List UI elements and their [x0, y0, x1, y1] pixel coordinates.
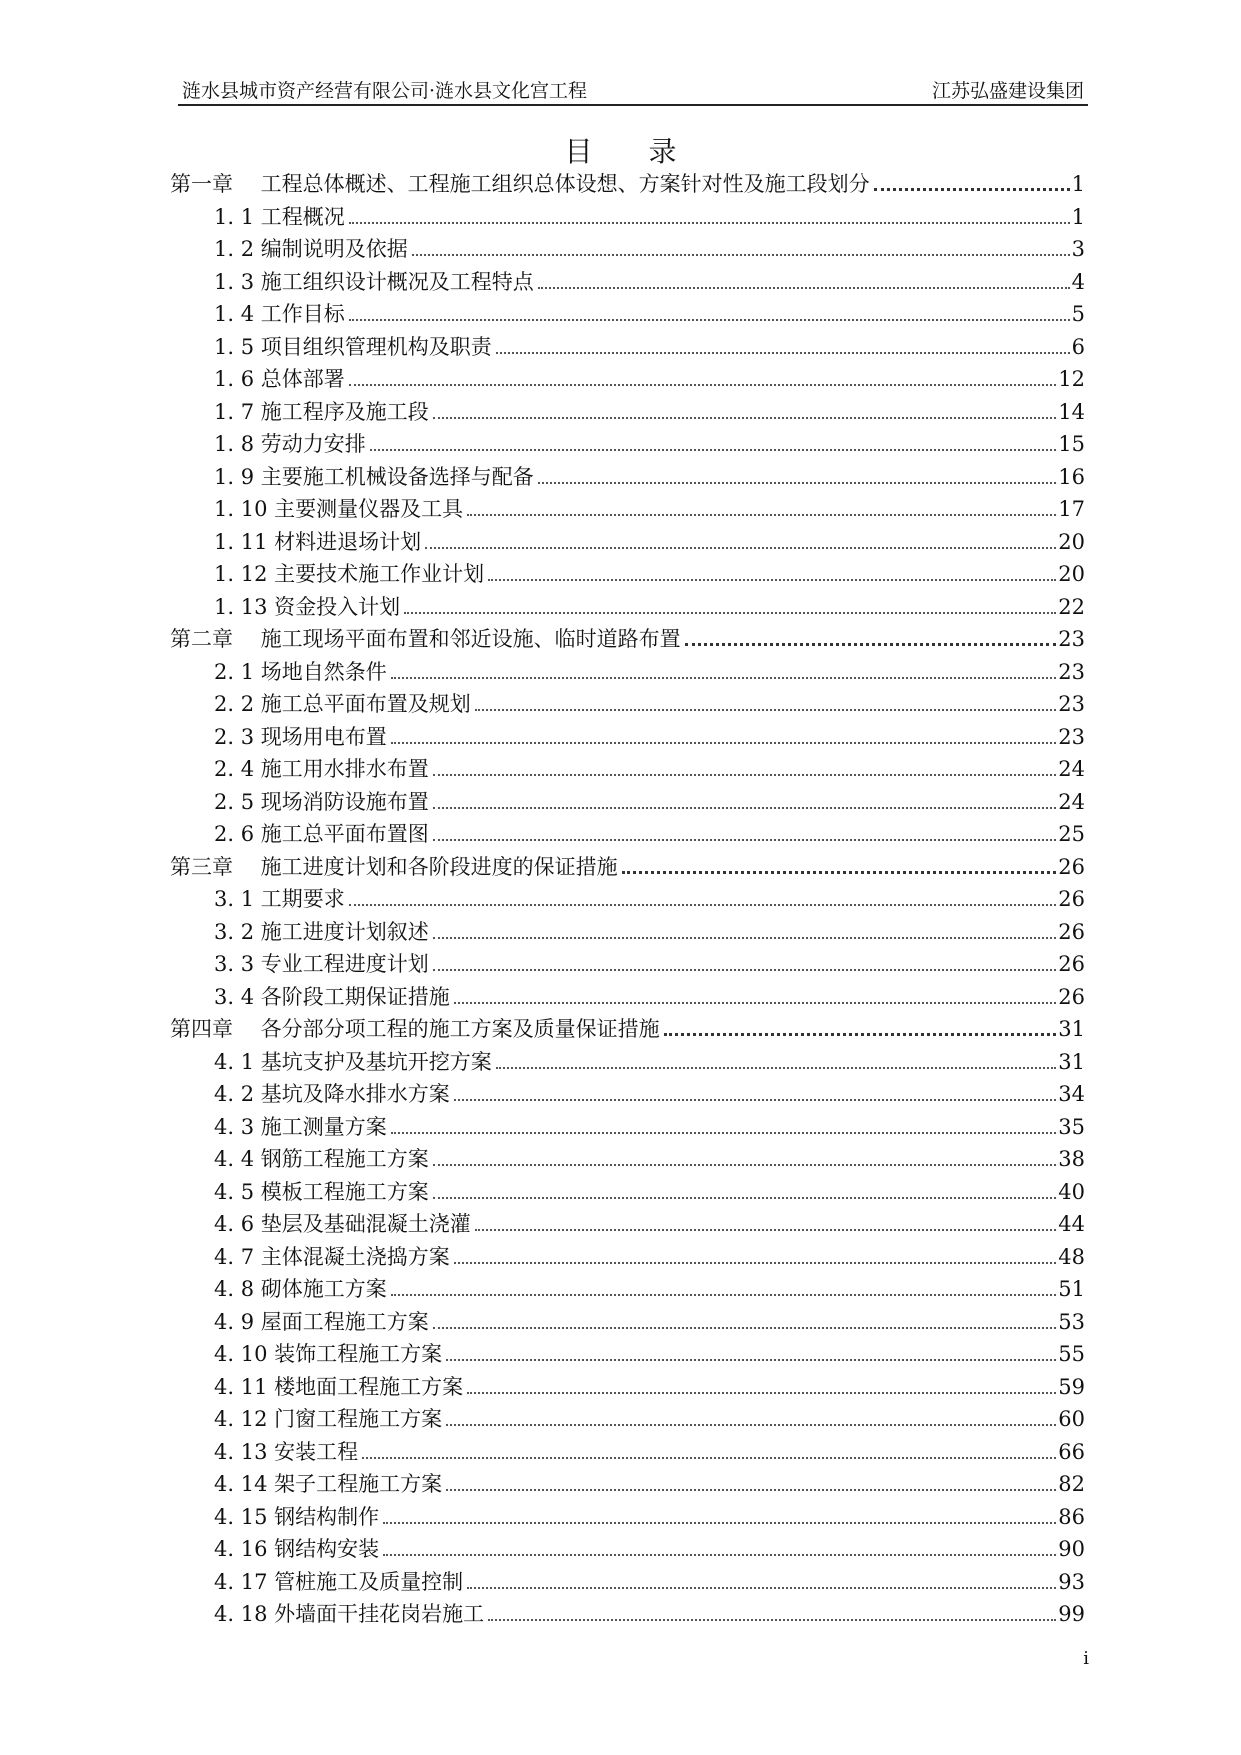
- toc-entry-page: 51: [1058, 1277, 1085, 1301]
- toc-dot-leader: [433, 416, 1057, 419]
- toc-section-entry[interactable]: [170, 201, 1085, 234]
- toc-entry-label: 4. 6 垫层及基础混凝土浇灌: [214, 1212, 471, 1236]
- toc-section-entry[interactable]: [170, 721, 1085, 754]
- toc-dot-leader: [454, 1001, 1057, 1004]
- toc-dot-leader: [433, 806, 1057, 809]
- toc-entry-page: 24: [1058, 789, 1085, 814]
- toc-dot-leader: [488, 578, 1056, 581]
- toc-section-entry[interactable]: [170, 1533, 1085, 1566]
- toc-entry-label: 1. 1 工程概况: [214, 204, 345, 229]
- header-project-title: 涟水县城市资产经营有限公司·涟水县文化宫工程: [182, 80, 588, 102]
- toc-entry-label: 4. 12 门窗工程施工方案: [214, 1407, 443, 1431]
- toc-entry-label: 3. 3 专业工程进度计划: [214, 952, 429, 976]
- toc-entry-page: 20: [1058, 529, 1085, 554]
- toc-entry-label: 1. 13 资金投入计划: [214, 594, 401, 619]
- toc-section-entry[interactable]: [170, 916, 1085, 949]
- toc-entry-page: 31: [1058, 1017, 1085, 1041]
- toc-entry-label: 4. 18 外墙面干挂花岗岩施工: [214, 1602, 485, 1626]
- toc-dot-leader: [433, 968, 1057, 971]
- toc-entry-page: 99: [1058, 1602, 1085, 1626]
- toc-entry-label: 第一章 工程总体概述、工程施工组织总体设想、方案针对性及施工段划分: [170, 172, 870, 196]
- toc-entry-page: 22: [1058, 594, 1085, 619]
- toc-entry-label: 2. 4 施工用水排水布置: [214, 757, 429, 781]
- toc-entry-page: 3: [1071, 237, 1085, 261]
- toc-section-entry[interactable]: [170, 1176, 1085, 1209]
- toc-dot-leader: [467, 1586, 1056, 1589]
- toc-entry-label: 1. 4 工作目标: [214, 302, 345, 326]
- toc-section-entry[interactable]: [170, 1241, 1085, 1274]
- toc-dot-leader: [433, 1163, 1057, 1166]
- toc-entry-page: 59: [1058, 1374, 1085, 1399]
- toc-dot-leader: [391, 1293, 1057, 1296]
- toc-section-entry[interactable]: [170, 331, 1085, 364]
- toc-section-entry[interactable]: [170, 526, 1085, 559]
- toc-chapter-entry[interactable]: [170, 1013, 1085, 1046]
- toc-dot-leader: [391, 741, 1057, 744]
- toc-section-entry[interactable]: [170, 461, 1085, 494]
- toc-dot-leader: [383, 1553, 1056, 1556]
- toc-entry-page: 82: [1058, 1472, 1085, 1496]
- toc-dot-leader: [467, 1391, 1056, 1394]
- toc-dot-leader: [538, 481, 1057, 484]
- toc-dot-leader: [664, 1032, 1057, 1036]
- toc-entry-label: 第四章 各分部分项工程的施工方案及质量保证措施: [170, 1017, 660, 1041]
- toc-dot-leader: [488, 1618, 1056, 1621]
- toc-entry-page: 1: [1071, 172, 1085, 196]
- toc-entry-page: 12: [1058, 367, 1085, 391]
- toc-entry-page: 6: [1071, 334, 1085, 359]
- toc-entry-page: 53: [1058, 1309, 1085, 1334]
- toc-section-entry[interactable]: [170, 1273, 1085, 1306]
- toc-dot-leader: [467, 513, 1056, 516]
- toc-section-entry[interactable]: [170, 591, 1085, 624]
- toc-section-entry[interactable]: [170, 363, 1085, 396]
- page-number: i: [1083, 1648, 1089, 1669]
- toc-section-entry[interactable]: [170, 298, 1085, 331]
- toc-entry-label: 4. 5 模板工程施工方案: [214, 1179, 429, 1204]
- toc-dot-leader: [433, 1196, 1057, 1199]
- toc-entry-label: 2. 2 施工总平面布置及规划: [214, 692, 471, 716]
- toc-entry-page: 66: [1058, 1439, 1085, 1464]
- toc-dot-leader: [425, 546, 1056, 549]
- toc-entry-label: 4. 11 楼地面工程施工方案: [214, 1374, 464, 1399]
- header-company-name: 江苏弘盛建设集团: [931, 80, 1084, 102]
- toc-section-entry[interactable]: [170, 558, 1085, 591]
- toc-title: [0, 130, 1241, 170]
- toc-entry-label: 2. 6 施工总平面布置图: [214, 822, 429, 846]
- toc-section-entry[interactable]: [170, 1436, 1085, 1469]
- toc-entry-label: 1. 11 材料进退场计划: [214, 529, 422, 554]
- page-header: [178, 72, 1088, 106]
- toc-entry-label: 1. 12 主要技术施工作业计划: [214, 562, 485, 586]
- toc-dot-leader: [349, 903, 1057, 906]
- toc-dot-leader: [496, 1066, 1057, 1069]
- toc-entry-page: 90: [1058, 1537, 1085, 1561]
- toc-dot-leader: [496, 351, 1070, 354]
- toc-entry-label: 4. 15 钢结构制作: [214, 1504, 380, 1529]
- toc-section-entry[interactable]: [170, 1468, 1085, 1501]
- toc-dot-leader: [538, 286, 1070, 289]
- toc-entry-page: 44: [1058, 1212, 1085, 1236]
- toc-dot-leader: [412, 253, 1070, 256]
- toc-section-entry[interactable]: [170, 753, 1085, 786]
- toc-dot-leader: [454, 1098, 1057, 1101]
- toc-chapter-entry[interactable]: [170, 851, 1085, 884]
- toc-dot-leader: [433, 936, 1057, 939]
- toc-entry-page: 26: [1058, 984, 1085, 1009]
- toc-entry-label: 1. 5 项目组织管理机构及职责: [214, 334, 492, 359]
- toc-section-entry[interactable]: [170, 981, 1085, 1014]
- toc-dot-leader: [349, 383, 1057, 386]
- toc-entry-label: 4. 10 装饰工程施工方案: [214, 1342, 443, 1366]
- toc-entry-label: 4. 1 基坑支护及基坑开挖方案: [214, 1049, 492, 1074]
- toc-entry-label: 3. 2 施工进度计划叙述: [214, 919, 429, 944]
- toc-entry-page: 23: [1058, 724, 1085, 749]
- toc-section-entry[interactable]: [170, 1078, 1085, 1111]
- toc-entry-label: 1. 9 主要施工机械设备选择与配备: [214, 464, 534, 489]
- toc-entry-page: 15: [1058, 432, 1085, 456]
- toc-section-entry[interactable]: [170, 656, 1085, 689]
- toc-dot-leader: [622, 870, 1057, 874]
- toc-dot-leader: [475, 708, 1057, 711]
- toc-section-entry[interactable]: [170, 233, 1085, 266]
- toc-entry-label: 1. 2 编制说明及依据: [214, 237, 408, 261]
- toc-entry-label: 1. 6 总体部署: [214, 367, 345, 391]
- toc-entry-page: 35: [1058, 1114, 1085, 1139]
- toc-entry-page: 24: [1058, 757, 1085, 781]
- toc-entry-label: 4. 7 主体混凝土浇捣方案: [214, 1244, 450, 1269]
- toc-entry-page: 86: [1058, 1504, 1085, 1529]
- toc-chapter-entry[interactable]: [170, 623, 1085, 656]
- toc-entry-label: 4. 16 钢结构安装: [214, 1537, 380, 1561]
- toc-dot-leader: [446, 1423, 1056, 1426]
- toc-entry-page: 23: [1058, 692, 1085, 716]
- toc-entry-label: 4. 13 安装工程: [214, 1439, 359, 1464]
- toc-entry-label: 3. 1 工期要求: [214, 887, 345, 911]
- toc-entry-page: 48: [1058, 1244, 1085, 1269]
- toc-entry-label: 2. 5 现场消防设施布置: [214, 789, 429, 814]
- toc-section-entry[interactable]: [170, 1566, 1085, 1599]
- toc-section-entry[interactable]: [170, 1046, 1085, 1079]
- toc-dot-leader: [454, 1261, 1057, 1264]
- toc-entry-page: 34: [1058, 1082, 1085, 1106]
- toc-entry-page: 25: [1058, 822, 1085, 846]
- toc-section-entry[interactable]: [170, 1501, 1085, 1534]
- toc-section-entry[interactable]: [170, 1403, 1085, 1436]
- toc-entry-page: 31: [1058, 1049, 1085, 1074]
- toc-section-entry[interactable]: [170, 818, 1085, 851]
- toc-entry-label: 第二章 施工现场平面布置和邻近设施、临时道路布置: [170, 627, 681, 651]
- toc-entry-page: 17: [1058, 497, 1085, 521]
- toc-entry-page: 26: [1058, 887, 1085, 911]
- toc-section-entry[interactable]: [170, 493, 1085, 526]
- toc-section-entry[interactable]: [170, 948, 1085, 981]
- toc-dot-leader: [874, 187, 1070, 191]
- toc-section-entry[interactable]: [170, 428, 1085, 461]
- toc-entry-page: 93: [1058, 1569, 1085, 1594]
- toc-section-entry[interactable]: [170, 1338, 1085, 1371]
- toc-dot-leader: [391, 676, 1057, 679]
- toc-entry-page: 1: [1071, 204, 1085, 229]
- toc-entry-page: 26: [1058, 854, 1085, 879]
- toc-chapter-entry[interactable]: [170, 168, 1085, 201]
- toc-dot-leader: [362, 1456, 1056, 1459]
- toc-entry-page: 26: [1058, 952, 1085, 976]
- toc-entry-label: 4. 9 屋面工程施工方案: [214, 1309, 429, 1334]
- toc-entry-page: 60: [1058, 1407, 1085, 1431]
- toc-entry-page: 20: [1058, 562, 1085, 586]
- toc-entry-label: 4. 4 钢筋工程施工方案: [214, 1147, 429, 1171]
- toc-entry-page: 26: [1058, 919, 1085, 944]
- toc-dot-leader: [370, 448, 1057, 451]
- toc-dot-leader: [685, 642, 1057, 646]
- toc-entry-page: 55: [1058, 1342, 1085, 1366]
- toc-entry-label: 4. 3 施工测量方案: [214, 1114, 387, 1139]
- toc-dot-leader: [349, 221, 1070, 224]
- toc-entry-page: 14: [1058, 399, 1085, 424]
- toc-section-entry[interactable]: [170, 266, 1085, 299]
- toc-entry-label: 4. 2 基坑及降水排水方案: [214, 1082, 450, 1106]
- toc-entry-label: 1. 7 施工程序及施工段: [214, 399, 429, 424]
- toc-entry-page: 38: [1058, 1147, 1085, 1171]
- toc-section-entry[interactable]: [170, 1306, 1085, 1339]
- toc-section-entry[interactable]: [170, 688, 1085, 721]
- toc-entry-label: 2. 3 现场用电布置: [214, 724, 387, 749]
- toc-entry-page: 40: [1058, 1179, 1085, 1204]
- toc-entry-label: 第三章 施工进度计划和各阶段进度的保证措施: [170, 854, 618, 879]
- toc-entry-page: 5: [1071, 302, 1085, 326]
- toc-entry-label: 4. 17 管桩施工及质量控制: [214, 1569, 464, 1594]
- toc-dot-leader: [391, 1131, 1057, 1134]
- toc-section-entry[interactable]: [170, 1143, 1085, 1176]
- toc-dot-leader: [349, 318, 1070, 321]
- toc-dot-leader: [433, 1326, 1057, 1329]
- toc-section-entry[interactable]: [170, 883, 1085, 916]
- toc-title-text: 目 录: [564, 135, 677, 168]
- toc-section-entry[interactable]: [170, 396, 1085, 429]
- toc-dot-leader: [433, 773, 1057, 776]
- toc-dot-leader: [475, 1228, 1057, 1231]
- toc-dot-leader: [433, 838, 1057, 841]
- toc-entry-label: 1. 3 施工组织设计概况及工程特点: [214, 269, 534, 294]
- toc-entry-page: 23: [1058, 627, 1085, 651]
- toc-section-entry[interactable]: [170, 1111, 1085, 1144]
- toc-entry-label: 3. 4 各阶段工期保证措施: [214, 984, 450, 1009]
- toc-section-entry[interactable]: [170, 1598, 1085, 1631]
- toc-section-entry[interactable]: [170, 1208, 1085, 1241]
- toc-entry-label: 1. 10 主要测量仪器及工具: [214, 497, 464, 521]
- toc-entry-label: 4. 8 砌体施工方案: [214, 1277, 387, 1301]
- toc-entry-label: 2. 1 场地自然条件: [214, 659, 387, 684]
- toc-dot-leader: [446, 1358, 1056, 1361]
- toc-section-entry[interactable]: [170, 786, 1085, 819]
- toc-dot-leader: [383, 1521, 1056, 1524]
- table-of-contents: [170, 168, 1085, 1631]
- toc-section-entry[interactable]: [170, 1371, 1085, 1404]
- toc-entry-page: 16: [1058, 464, 1085, 489]
- toc-entry-page: 23: [1058, 659, 1085, 684]
- toc-entry-page: 4: [1071, 269, 1085, 294]
- toc-entry-label: 1. 8 劳动力安排: [214, 432, 366, 456]
- toc-dot-leader: [446, 1488, 1056, 1491]
- toc-dot-leader: [404, 611, 1056, 614]
- toc-entry-label: 4. 14 架子工程施工方案: [214, 1472, 443, 1496]
